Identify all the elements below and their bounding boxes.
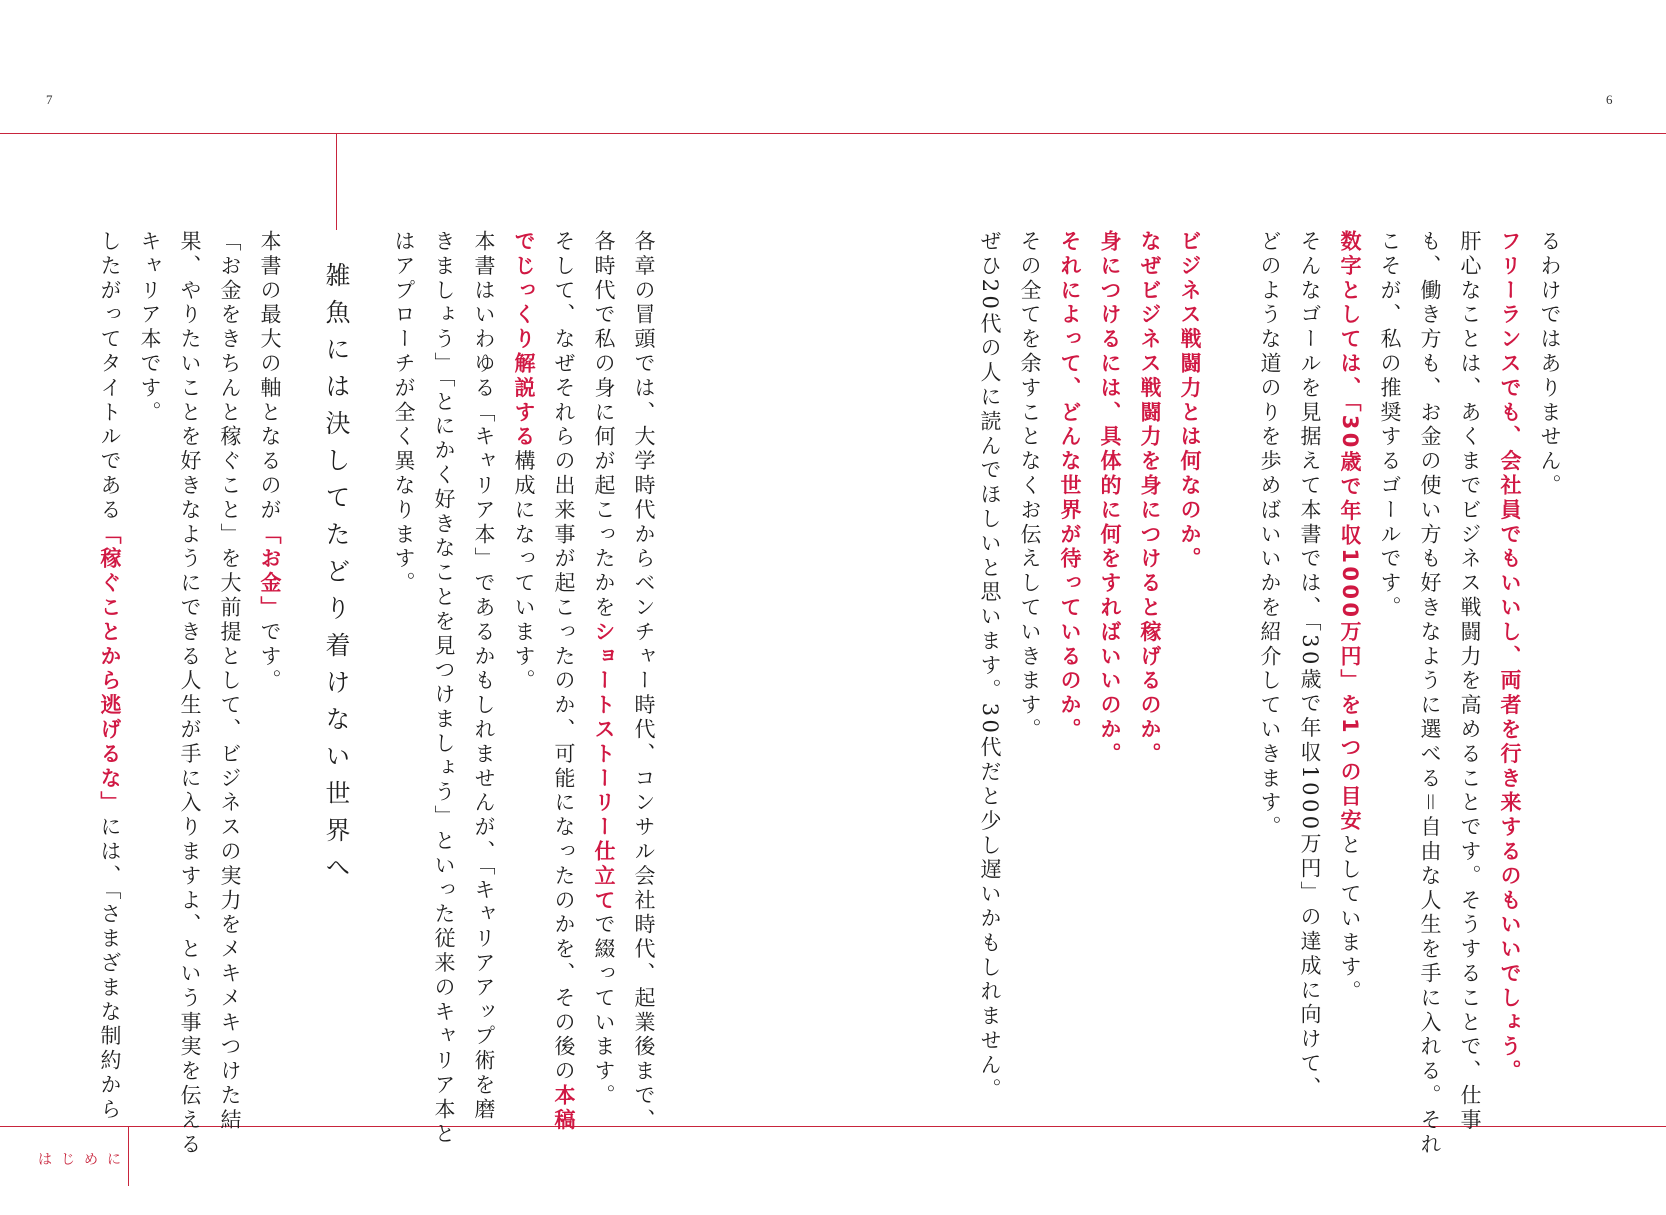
body-text: したがってタイトルである <box>98 230 122 523</box>
text-line <box>384 230 424 1110</box>
text-line <box>1450 230 1490 1133</box>
emphasis-text: 身につけるには、具体的に何をすればいいのか。 <box>1098 230 1122 767</box>
body-text: どのような道のりを歩めばいいかを紹介していきます。 <box>1258 230 1282 840</box>
emphasis-text: 「お金」 <box>258 522 282 621</box>
text-line <box>504 230 544 1110</box>
emphasis-text: それによって、どんな世界が待っているのか。 <box>1058 230 1082 743</box>
page-number-left: 7 <box>46 92 53 107</box>
text-line <box>424 230 464 1147</box>
right-page-text <box>970 230 1570 1158</box>
body-text: るわけではありません。 <box>1538 230 1562 499</box>
body-text: 本書の最大の軸となるのが <box>258 230 282 523</box>
emphasis-text: フリーランスでも、会社員でもいいし、両者を行き来するのもいいでしょう。 <box>1498 230 1522 1084</box>
body-text: はアプローチが全く異なります。 <box>392 230 416 596</box>
heading-divider <box>336 133 337 230</box>
text-line <box>1050 230 1090 1110</box>
left-page-text-1 <box>384 230 664 1147</box>
text-line <box>130 230 170 1110</box>
body-text: も、働き方も、お金の使い方も好きなように選べる＝自由な人生を手に入れる。それ <box>1418 230 1442 1158</box>
body-text: 本書はいわゆる「キャリア本」であるかもしれませんが、「キャリアアップ術を磨 <box>472 230 496 1123</box>
body-text: こそが、私の推奨するゴールです。 <box>1378 230 1402 621</box>
body-text: そんなゴールを見据えて本書では、「30歳で年収1000万円」の達成に向けて、 <box>1298 230 1322 1101</box>
body-text: 各時代で私の身に何が起こったかを <box>592 230 616 621</box>
text-line <box>210 230 250 1133</box>
text-line <box>1010 230 1050 1110</box>
text-line <box>1410 230 1450 1158</box>
bottom-rule <box>0 1126 1666 1127</box>
body-text: です。 <box>258 620 282 694</box>
page-number-right: 6 <box>1606 92 1613 107</box>
body-text: キャリア本です。 <box>138 230 162 426</box>
text-line <box>544 230 584 1133</box>
body-text: で綴っています。 <box>592 913 616 1109</box>
body-text: 「お金をきちんと稼ぐこと」を大前提として、ビジネスの実力をメキメキつけた結 <box>218 230 242 1133</box>
text-line <box>1490 230 1530 1110</box>
text-line <box>1530 230 1570 1110</box>
body-text: その全てを余すことなくお伝えしていきます。 <box>1018 230 1042 743</box>
body-text: 肝心なことは、あくまでビジネス戦闘力を高めることです。そうすることで、仕事 <box>1458 230 1482 1133</box>
emphasis-text: ショートストーリー仕立て <box>592 620 616 914</box>
text-line <box>1210 230 1250 1110</box>
emphasis-text: 本稿 <box>552 1084 576 1133</box>
body-text: きましょう」「とにかく好きなことを見つけましょう」といった従来のキャリア本と <box>432 230 456 1147</box>
body-text: 構成になっています。 <box>512 449 536 694</box>
body-text: としています。 <box>1338 833 1362 1005</box>
text-line <box>624 230 664 1133</box>
emphasis-text: 「稼ぐことから逃げるな」 <box>98 522 122 816</box>
text-line <box>1130 230 1170 1110</box>
text-line <box>1370 230 1410 1110</box>
text-line <box>464 230 504 1123</box>
text-line <box>1330 230 1370 1110</box>
body-text: には、「さまざまな制約から <box>98 815 122 1123</box>
left-page-text-2 <box>90 230 290 1158</box>
text-line <box>170 230 210 1158</box>
text-line <box>970 230 1010 1110</box>
body-text: 果、やりたいことを好きなようにできる人生が手に入りますよ、という事実を伝える <box>178 230 202 1158</box>
emphasis-text: ビジネス戦闘力とは何なのか。 <box>1178 230 1202 572</box>
section-heading: 雑魚には決してたどり着けない世界へ <box>322 262 351 891</box>
emphasis-text: でじっくり解説する <box>512 230 536 450</box>
text-line <box>1090 230 1130 1110</box>
emphasis-text: なぜビジネス戦闘力を身につけると稼げるのか。 <box>1138 230 1162 767</box>
text-line <box>584 230 624 1110</box>
body-text: そして、なぜそれらの出来事が起こったのか、可能になったのかを、その後の <box>552 230 576 1084</box>
chapter-label: はじめに <box>38 1152 130 1168</box>
emphasis-text: 数字としては、「30歳で年収1000万円」を1つの目安 <box>1338 230 1362 834</box>
body-text <box>1218 230 1242 240</box>
text-line <box>250 230 290 1110</box>
body-text: ぜひ20代の人に読んでほしいと思います。30代だと少し遅いかもしれません。 <box>978 230 1002 1103</box>
text-line <box>1250 230 1290 1110</box>
text-line <box>90 230 130 1123</box>
text-line <box>1170 230 1210 1110</box>
text-line <box>1290 230 1330 1110</box>
top-rule <box>0 133 1666 134</box>
body-text: 各章の冒頭では、大学時代からベンチャー時代、コンサル会社時代、起業後まで、 <box>632 230 656 1133</box>
